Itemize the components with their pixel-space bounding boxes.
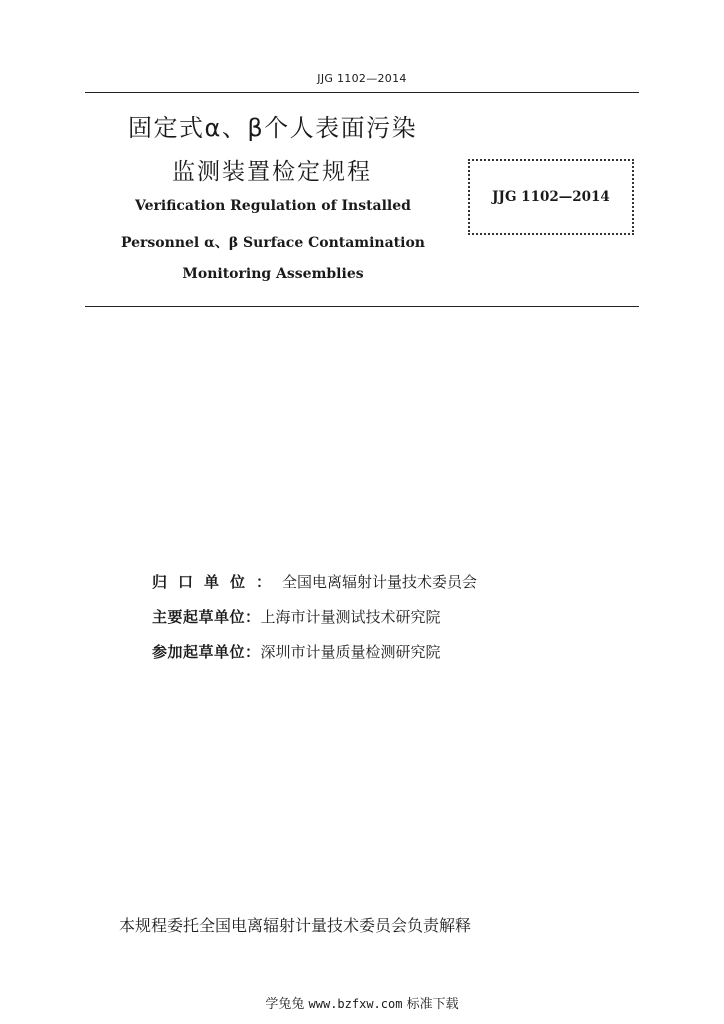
footer-watermark bbox=[0, 993, 724, 1012]
title-chinese-line-2: 监测装置检定规程 bbox=[172, 159, 372, 185]
unit-label: 主要起草单位： bbox=[152, 608, 261, 626]
unit-row-participating-drafter bbox=[152, 641, 441, 662]
unit-value: 全国电离辐射计量技术委员会 bbox=[282, 573, 478, 591]
unit-label: 参加起草单位： bbox=[152, 643, 261, 661]
footer-prefix: 学兔兔 bbox=[265, 997, 305, 1012]
interpretation-note: 本规程委托全国电离辐射计量技术委员会负责解释 bbox=[119, 916, 472, 935]
bottom-divider bbox=[85, 306, 639, 307]
unit-value: 深圳市计量质量检测研究院 bbox=[260, 643, 441, 661]
unit-value: 上海市计量测试技术研究院 bbox=[260, 608, 441, 626]
unit-label: 归口单位： bbox=[152, 573, 283, 591]
unit-row-main-drafter bbox=[152, 606, 441, 627]
title-english-line-3: Monitoring Assemblies bbox=[182, 266, 364, 282]
title-chinese-line-1: 固定式α、β个人表面污染 bbox=[128, 114, 418, 142]
header-standard-code: JJG 1102—2014 bbox=[317, 72, 407, 85]
top-divider bbox=[85, 92, 639, 93]
title-english-line-1: Verification Regulation of Installed bbox=[135, 198, 411, 214]
footer-suffix: 标准下载 bbox=[406, 997, 459, 1012]
unit-row-responsible bbox=[152, 571, 477, 592]
footer-url[interactable]: www.bzfxw.com bbox=[308, 997, 403, 1011]
title-english-line-2: Personnel α、β Surface Contamination bbox=[120, 235, 425, 251]
standard-code-box-text: JJG 1102—2014 bbox=[492, 189, 610, 205]
